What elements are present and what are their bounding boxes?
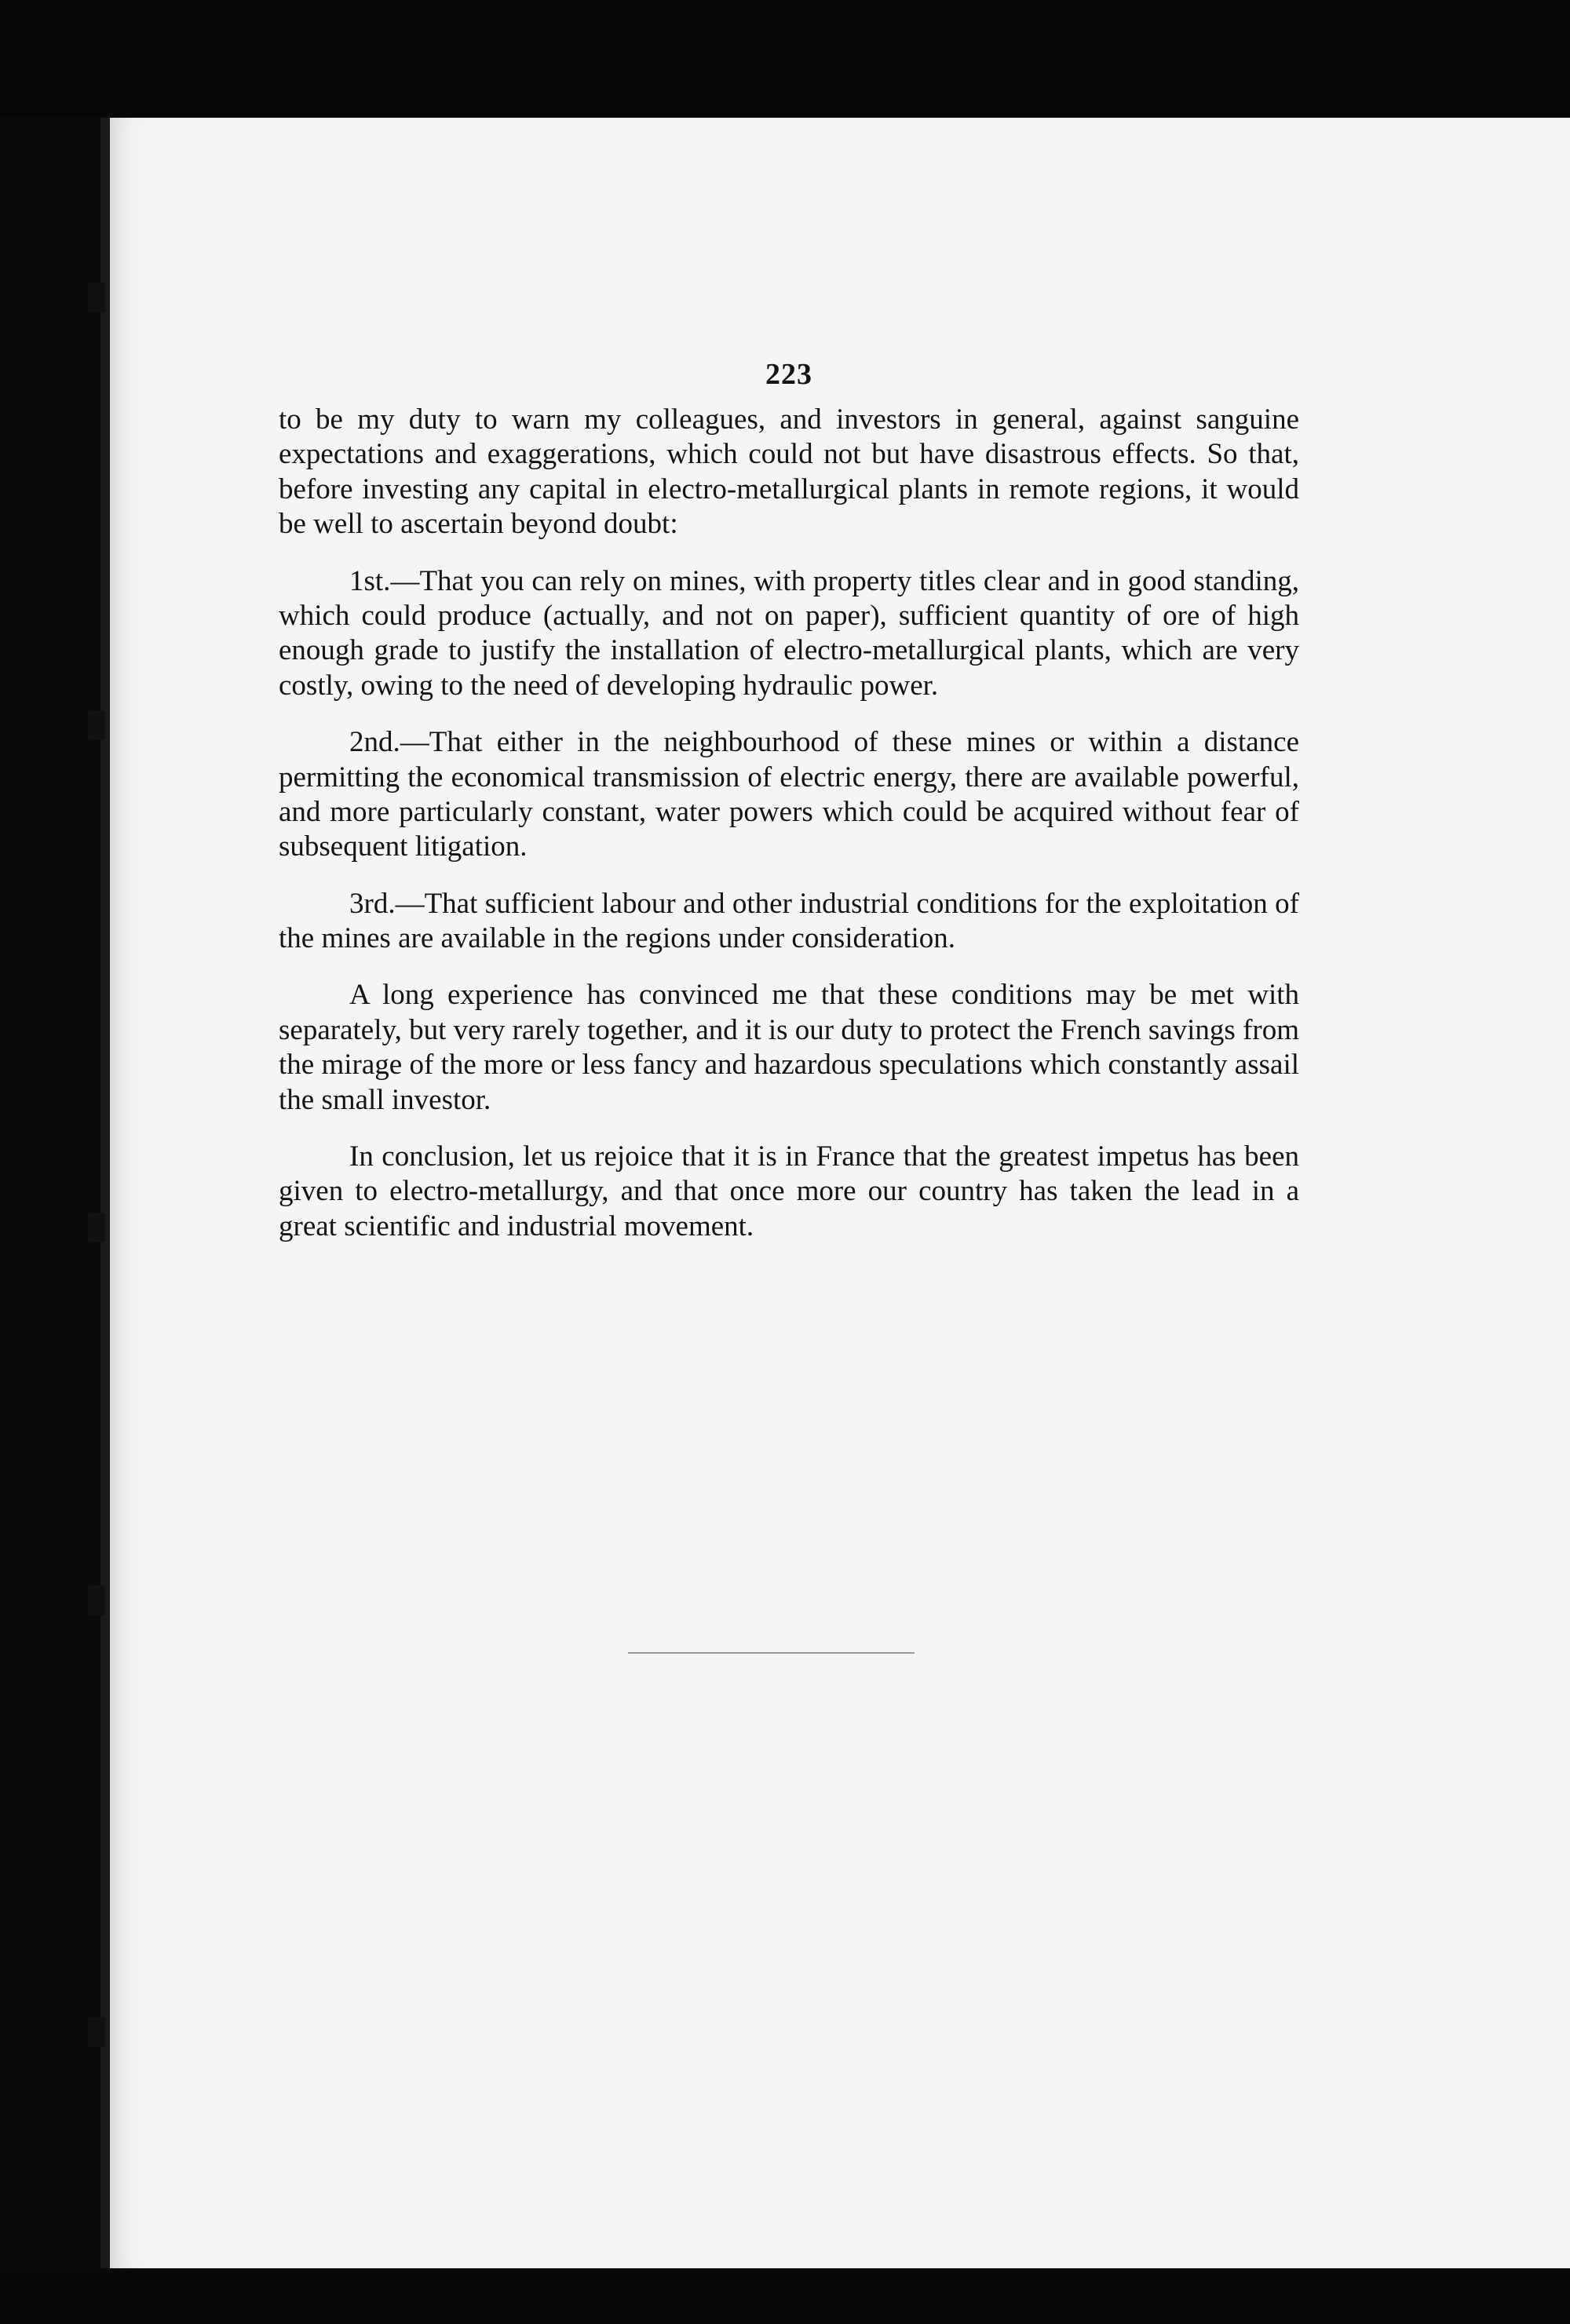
binding-mark (88, 1585, 105, 1615)
paragraph-conclusion (279, 1140, 1299, 1244)
paragraph-second-condition (279, 725, 1299, 865)
paragraph-text: In conclusion, let us rejoice that it is in France that the greatest impetus has been given to electro-metallurgy, and that once more our country has taken the lead in a great scientific and industrial movement. (279, 1140, 1299, 1242)
paragraph-lead: 3rd.— (349, 887, 425, 920)
binding-mark (88, 283, 105, 312)
paragraph-third-condition (279, 887, 1299, 957)
paragraph-experience (279, 978, 1299, 1118)
binding-mark (88, 2017, 105, 2047)
scan-bottom-border (0, 2268, 1570, 2324)
paragraph-text: to be my duty to warn my colleagues, and investors in general, against sanguine expectations and exaggerations, which could not but have disastrous effects. So that, before investing any capital in electro-metallurgical plants in remote regions, it would be well to ascertain beyond doubt: (279, 403, 1299, 541)
paragraph-text: That you can rely on mines, with property titles clear and in good standing, which could produce (actually, and not on paper), sufficient quantity of ore of high enough grade to justify the installation of electro-metallurgical plants, which are very costly, owing to the need of developing hydraulic power. (279, 564, 1299, 702)
binding-mark (88, 710, 105, 740)
paragraph-first-condition (279, 564, 1299, 704)
paragraph-text: That sufficient labour and other industrial conditions for the exploitation of the mines are available in the regions under consideration. (279, 887, 1299, 955)
paragraph-text: A long experience has convinced me that these conditions may be met with separately, but very rarely together, and it is our duty to protect the French savings from the mirage of the more or less fancy and hazardous speculations which constantly assail the small investor. (279, 979, 1299, 1116)
paragraph-intro (279, 403, 1299, 542)
paragraph-lead: 1st.— (349, 564, 420, 597)
paragraph-lead: 2nd.— (349, 726, 429, 759)
paragraph-text: That either in the neighbourhood of these mines or within a distance permitting the economical transmission of electric energy, there are available powerful, and more particularly constant, water powers which could be acquired without fear of subsequent litigation. (279, 726, 1299, 863)
binding-mark (88, 1213, 105, 1242)
scan-left-border (0, 118, 102, 2268)
scan-top-border (0, 0, 1570, 118)
page-number: 223 (765, 358, 812, 391)
page-text-block (279, 357, 1299, 1266)
end-rule-divider (628, 1652, 915, 1654)
book-spine (100, 118, 110, 2268)
